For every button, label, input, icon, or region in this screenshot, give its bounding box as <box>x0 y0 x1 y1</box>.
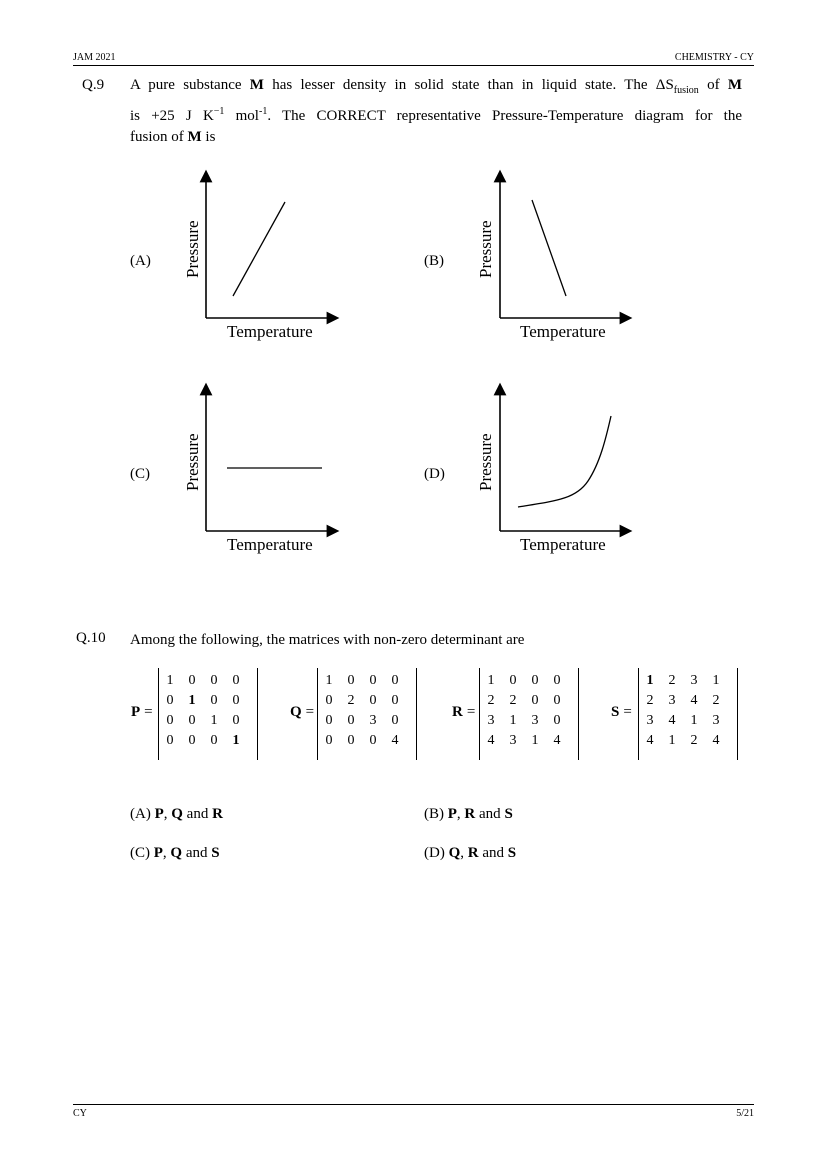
q9-text-seg: is +25 J K <box>130 108 214 124</box>
fusion-curve-exponential <box>518 416 611 507</box>
q9-superscript: −1 <box>213 106 225 117</box>
q10-option-c <box>130 845 220 862</box>
matrix-row <box>318 671 416 691</box>
matrix-cell: 3 <box>646 713 654 728</box>
matrix-cell: 3 <box>487 713 495 728</box>
header-right: CHEMISTRY - CY <box>674 52 754 63</box>
matrix-cell: 1 <box>232 733 240 748</box>
matrix-cell: 0 <box>531 693 539 708</box>
matrix-cell: 1 <box>531 733 539 748</box>
q9-option-b-xlabel: Temperature <box>520 322 606 341</box>
matrix-row <box>159 691 257 711</box>
question-9-line-3 <box>130 127 742 148</box>
matrix-cell: 3 <box>690 673 698 688</box>
matrix-cell: 3 <box>509 733 517 748</box>
matrix-row <box>480 731 578 751</box>
matrix-cell: 1 <box>188 693 196 708</box>
q9-option-a-xlabel: Temperature <box>227 322 313 341</box>
footer-page-number: 5/21 <box>736 1108 754 1119</box>
equals-sign: = <box>623 704 632 720</box>
matrix-cell: 0 <box>391 693 399 708</box>
option-sep: and <box>182 845 212 861</box>
q9-text-seg: fusion of <box>130 129 188 145</box>
matrix-cell: 0 <box>188 673 196 688</box>
matrix-cell: 0 <box>369 673 377 688</box>
matrix-row <box>318 711 416 731</box>
question-10-text: Among the following, the matrices with non-zero determinant are <box>130 632 525 648</box>
matrix-cell: 0 <box>232 713 240 728</box>
matrix-r <box>479 668 579 760</box>
matrix-cell: 1 <box>487 673 495 688</box>
q9-subscript: fusion <box>673 85 699 96</box>
matrix-row <box>159 731 257 751</box>
q9-substance: M <box>187 129 202 145</box>
matrix-cell: 4 <box>646 733 654 748</box>
question-9-number: Q.9 <box>82 77 105 93</box>
matrix-cell: 1 <box>166 673 174 688</box>
matrix-row <box>639 691 737 711</box>
matrix-cell: 0 <box>369 733 377 748</box>
option-item: P <box>153 845 163 861</box>
matrix-cell: 0 <box>232 673 240 688</box>
matrix-row <box>480 691 578 711</box>
matrix-cell: 0 <box>232 693 240 708</box>
option-item: Q <box>171 806 183 822</box>
matrix-cell: 0 <box>210 733 218 748</box>
q9-option-c-graph <box>183 383 343 563</box>
matrix-s <box>638 668 738 760</box>
matrix-q <box>317 668 417 760</box>
matrix-cell: 1 <box>325 673 333 688</box>
matrix-cell: 0 <box>166 733 174 748</box>
equals-sign: = <box>305 704 315 720</box>
matrix-cell: 0 <box>509 673 517 688</box>
q9-text-seg: has lesser density in solid state than in liquid state. The ΔS <box>263 77 674 93</box>
q9-option-d-graph <box>476 383 636 563</box>
matrix-cell: 2 <box>509 693 517 708</box>
matrix-cell: 4 <box>487 733 495 748</box>
matrix-row <box>480 711 578 731</box>
matrix-cell: 4 <box>553 733 561 748</box>
matrix-cell: 2 <box>487 693 495 708</box>
question-9-text <box>130 75 742 148</box>
matrix-cell: 0 <box>347 713 355 728</box>
matrix-cell: 0 <box>531 673 539 688</box>
matrix-cell: 3 <box>712 713 720 728</box>
q9-substance: M <box>249 77 264 93</box>
q10-option-b <box>424 806 513 823</box>
matrix-cell: 0 <box>166 693 174 708</box>
q9-superscript: -1 <box>258 106 268 117</box>
q9-text-seg: A pure substance <box>130 77 250 93</box>
option-item: R <box>212 806 223 822</box>
option-label: (B) <box>424 806 444 822</box>
matrix-cell: 1 <box>210 713 218 728</box>
matrix-name: R <box>452 704 463 720</box>
option-item: S <box>504 806 513 822</box>
matrix-r-name <box>452 703 475 721</box>
matrix-cell: 0 <box>210 693 218 708</box>
matrix-row <box>639 711 737 731</box>
matrix-cell: 0 <box>166 713 174 728</box>
matrix-row <box>318 731 416 751</box>
option-item: R <box>467 845 479 861</box>
option-item: R <box>464 806 476 822</box>
matrix-cell: 1 <box>712 673 720 688</box>
option-item: Q <box>170 845 183 861</box>
matrix-cell: 0 <box>188 713 196 728</box>
matrix-cell: 1 <box>668 733 676 748</box>
matrix-cell: 0 <box>553 713 561 728</box>
matrix-cell: 0 <box>553 693 561 708</box>
matrix-cell: 0 <box>369 693 377 708</box>
header-left: JAM 2021 <box>73 52 116 63</box>
q9-option-b-label: (B) <box>424 253 444 269</box>
matrix-cell: 1 <box>509 713 517 728</box>
option-sep: and <box>475 806 505 822</box>
option-item: P <box>447 806 457 822</box>
equals-sign: = <box>144 704 153 720</box>
question-9-line-2 <box>130 101 742 127</box>
q9-option-b-graph <box>476 170 636 350</box>
matrix-cell: 1 <box>646 673 654 688</box>
matrix-cell: 4 <box>668 713 676 728</box>
matrix-row <box>159 671 257 691</box>
matrix-row <box>480 671 578 691</box>
option-label: (A) <box>130 806 151 822</box>
matrix-cell: 0 <box>553 673 561 688</box>
footer-rule <box>73 1104 754 1105</box>
matrix-name: S <box>611 704 620 720</box>
q9-option-b-ylabel: Pressure <box>476 220 495 278</box>
q9-option-a-ylabel: Pressure <box>183 220 202 278</box>
fusion-curve-negative-slope <box>532 200 566 296</box>
q9-option-d-label: (D) <box>424 466 445 482</box>
option-sep: and <box>478 845 508 861</box>
matrix-s-name <box>611 703 632 721</box>
equals-sign: = <box>466 704 476 720</box>
matrix-cell: 3 <box>668 693 676 708</box>
q10-option-d <box>424 845 516 862</box>
matrix-row <box>639 671 737 691</box>
q9-option-c-label: (C) <box>130 466 150 482</box>
matrix-cell: 1 <box>690 713 698 728</box>
option-item: S <box>211 845 220 861</box>
option-item: S <box>507 845 517 861</box>
matrix-row <box>639 731 737 751</box>
q9-substance: M <box>727 77 743 93</box>
matrix-cell: 2 <box>712 693 720 708</box>
q9-text-seg: of <box>698 77 728 93</box>
matrix-cell: 0 <box>325 693 333 708</box>
matrix-cell: 4 <box>712 733 720 748</box>
matrix-cell: 0 <box>325 713 333 728</box>
option-item: P <box>154 806 164 822</box>
matrix-row <box>159 711 257 731</box>
option-sep: , <box>162 845 171 861</box>
option-sep: and <box>182 806 213 822</box>
matrix-q-name <box>290 703 314 721</box>
question-10-number: Q.10 <box>76 630 106 646</box>
question-9-line-1 <box>130 75 742 101</box>
matrix-cell: 4 <box>690 693 698 708</box>
matrix-p-name <box>131 703 153 721</box>
matrix-cell: 4 <box>391 733 399 748</box>
matrix-cell: 0 <box>188 733 196 748</box>
matrix-cell: 3 <box>369 713 377 728</box>
footer-left: CY <box>73 1108 87 1119</box>
q9-option-d-ylabel: Pressure <box>476 433 495 491</box>
matrix-cell: 2 <box>690 733 698 748</box>
q9-option-d-xlabel: Temperature <box>520 535 606 554</box>
q9-option-a-label: (A) <box>130 253 151 269</box>
matrix-cell: 3 <box>531 713 539 728</box>
q9-option-c-ylabel: Pressure <box>183 433 202 491</box>
matrix-name: Q <box>290 704 302 720</box>
q9-option-a-graph <box>183 170 343 350</box>
option-label: (C) <box>130 845 150 861</box>
matrix-cell: 0 <box>347 733 355 748</box>
matrix-cell: 0 <box>391 713 399 728</box>
fusion-curve-positive-slope <box>233 202 285 296</box>
matrix-cell: 0 <box>210 673 218 688</box>
option-sep: , <box>163 806 172 822</box>
matrix-row <box>318 691 416 711</box>
q9-option-c-xlabel: Temperature <box>227 535 313 554</box>
matrix-cell: 0 <box>347 673 355 688</box>
option-label: (D) <box>424 845 445 861</box>
option-sep: , <box>460 845 468 861</box>
q9-text-seg: is <box>201 129 216 145</box>
matrix-cell: 2 <box>347 693 355 708</box>
header-rule <box>73 65 754 66</box>
q9-text-seg: mol <box>224 108 259 124</box>
option-item: Q <box>448 845 461 861</box>
matrix-p <box>158 668 258 760</box>
option-sep: , <box>456 806 465 822</box>
matrix-cell: 2 <box>668 673 676 688</box>
matrix-name: P <box>131 704 141 720</box>
matrix-cell: 0 <box>391 673 399 688</box>
matrix-cell: 0 <box>325 733 333 748</box>
q10-option-a <box>130 806 223 823</box>
q9-text-seg: . The CORRECT representative Pressure-Temperature diagram for the <box>267 108 742 124</box>
matrix-cell: 2 <box>646 693 654 708</box>
